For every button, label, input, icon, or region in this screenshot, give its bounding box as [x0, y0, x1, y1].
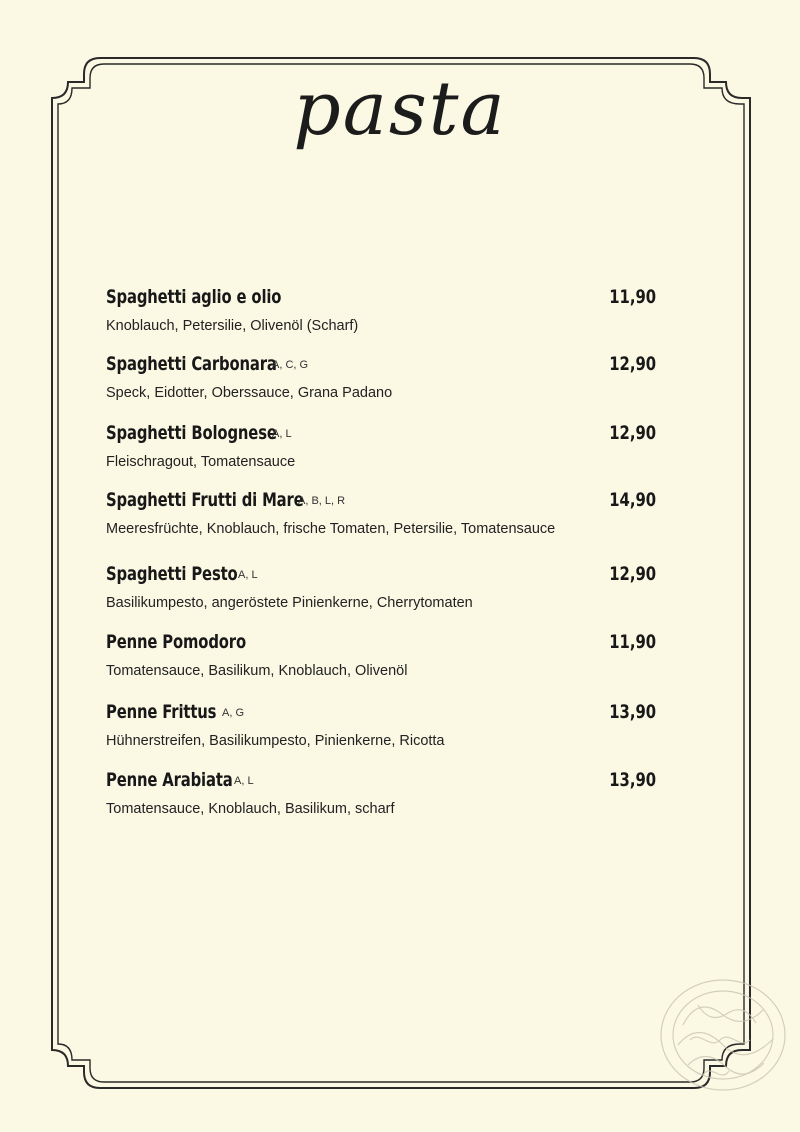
- menu-item-allergens: A, L: [234, 775, 254, 787]
- menu-item-name: Spaghetti Carbonara: [106, 353, 277, 375]
- menu-item-price: 13,90: [609, 769, 656, 791]
- menu-item-name: Spaghetti Pesto: [106, 563, 238, 585]
- menu-item-name: Spaghetti Bolognese: [106, 422, 277, 444]
- menu-item: [106, 630, 656, 690]
- menu-item-price: 14,90: [609, 489, 656, 511]
- pasta-swirl-ornament-icon: [628, 945, 793, 1100]
- menu-item-description: Tomatensauce, Basilikum, Knoblauch, Olivenöl: [106, 663, 408, 679]
- menu-item-description: Hühnerstreifen, Basilikumpesto, Pinienkerne, Ricotta: [106, 733, 445, 749]
- menu-item-price: 12,90: [609, 563, 656, 585]
- menu-title: pasta: [293, 66, 507, 152]
- menu-item-name: Spaghetti aglio e olio: [106, 286, 282, 308]
- menu-item-allergens: A, B, L, R: [298, 495, 346, 507]
- menu-item-name: Spaghetti Frutti di Mare: [106, 489, 304, 511]
- menu-item-allergens: A, L: [272, 428, 292, 440]
- menu-item-allergens: A, C, G: [272, 359, 309, 371]
- menu-item-description: Meeresfrüchte, Knoblauch, frische Tomaten, Petersilie, Tomatensauce: [106, 521, 556, 537]
- menu-item-description: Knoblauch, Petersilie, Olivenöl (Scharf): [106, 318, 359, 334]
- menu-item-price: 11,90: [609, 631, 656, 653]
- menu-item-description: Basilikumpesto, angeröstete Pinienkerne, Cherrytomaten: [106, 595, 473, 611]
- menu-item-name: Penne Frittus: [106, 701, 217, 723]
- menu-item: [106, 285, 656, 345]
- menu-item-price: 13,90: [609, 701, 656, 723]
- menu-item-name: Penne Pomodoro: [106, 631, 246, 653]
- menu-item: [106, 421, 656, 481]
- menu-item-price: 12,90: [609, 353, 656, 375]
- menu-item-description: Fleischragout, Tomatensauce: [106, 454, 296, 470]
- menu-item-name: Penne Arabiata: [106, 769, 233, 791]
- menu-item: [106, 768, 656, 828]
- menu-item: [106, 700, 656, 760]
- menu-item: [106, 488, 656, 548]
- menu-item-allergens: A, L: [238, 569, 258, 581]
- menu-item-price: 12,90: [609, 422, 656, 444]
- menu-item: [106, 352, 656, 412]
- menu-item-description: Speck, Eidotter, Oberssauce, Grana Padano: [106, 385, 393, 401]
- menu-item-description: Tomatensauce, Knoblauch, Basilikum, scharf: [106, 801, 395, 817]
- menu-item-allergens: A, G: [222, 707, 245, 719]
- menu-item-price: 11,90: [609, 286, 656, 308]
- menu-item: [106, 562, 656, 622]
